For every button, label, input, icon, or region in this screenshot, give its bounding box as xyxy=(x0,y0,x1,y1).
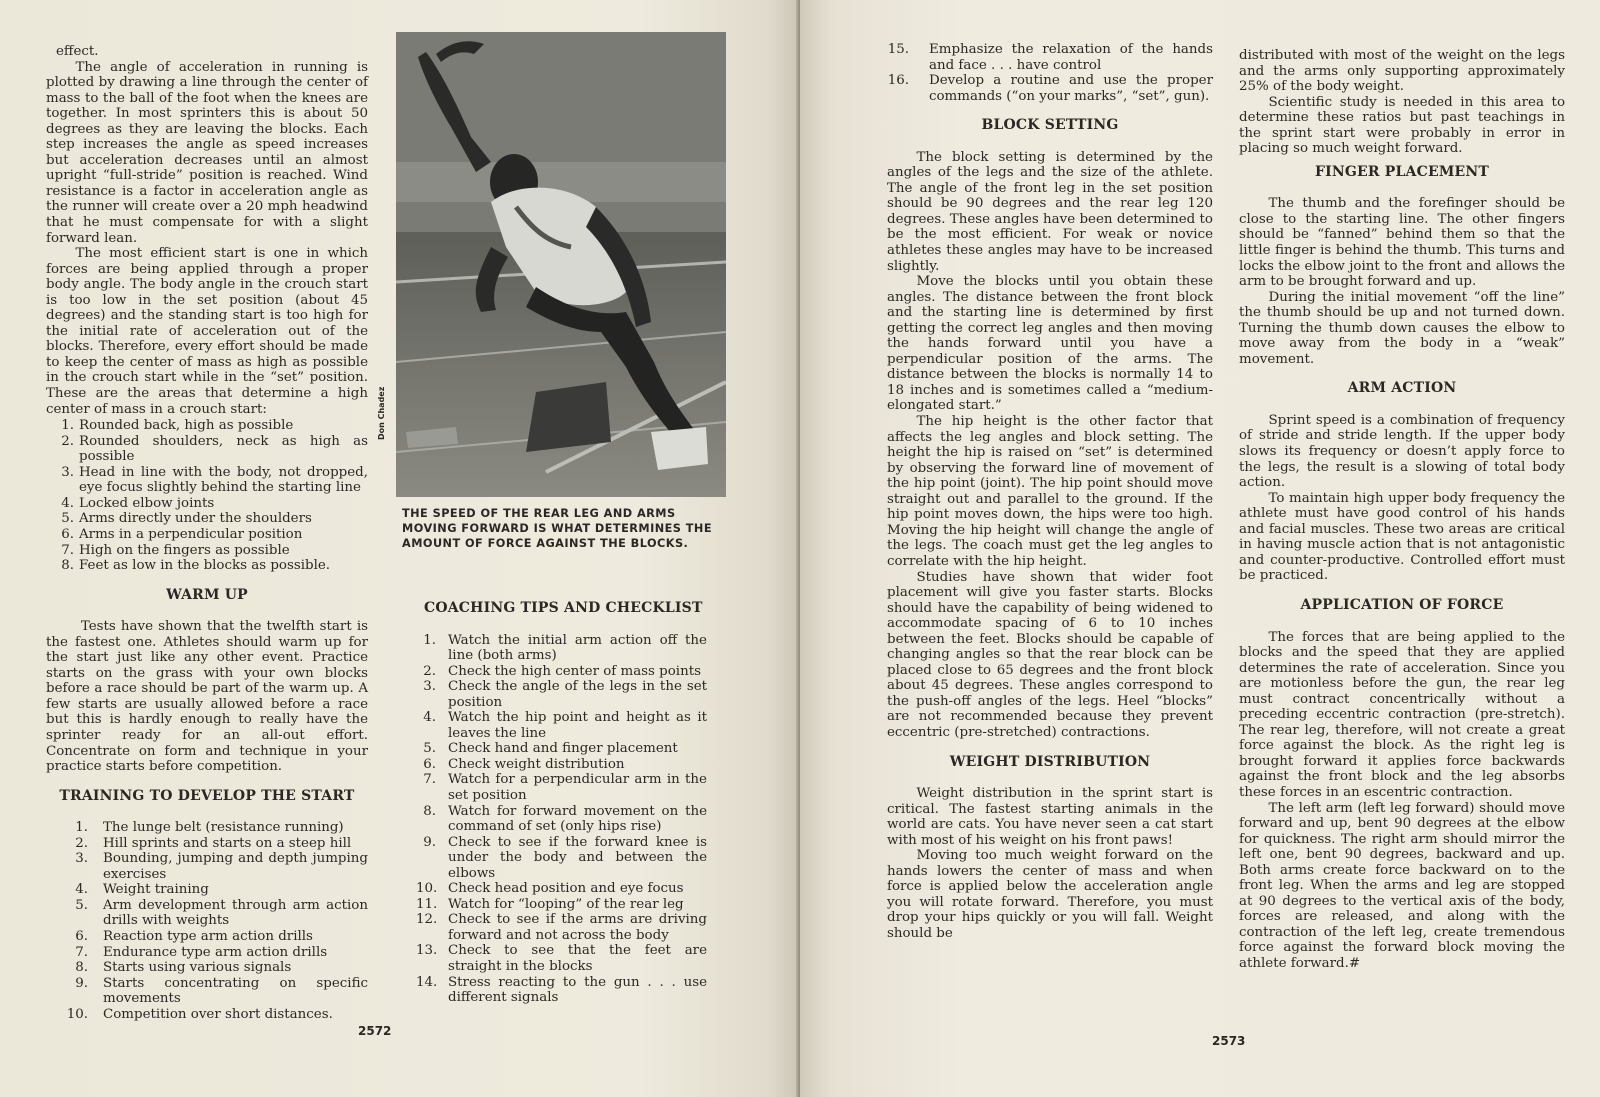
list-item: 7. High on the fingers as possible xyxy=(61,542,290,558)
list-item: 3. Check the angle of the legs in the set position xyxy=(423,679,707,710)
list-item: 12. Check to see if the arms are driving forward and not across the body xyxy=(416,912,707,943)
weight-continued-text: distributed with most of the weight on the legs and the arms only supporting approximately 25% of the body weight. xyxy=(1239,48,1565,95)
list-item: 6. Arms in a perpendicular position xyxy=(61,526,303,542)
list-item: 1. Rounded back, high as possible xyxy=(61,418,294,434)
right-column-1 xyxy=(887,42,1213,942)
list-item: 10. Competition over short distances. xyxy=(66,1006,333,1022)
thumb-paragraph: During the initial movement “off the line” the thumb should be up and not turned down. Turning the thumb down causes the elbow to move away from the body in a “weak” movement. xyxy=(1239,289,1565,367)
list-item: 5. Arms directly under the shoulders xyxy=(61,511,312,527)
list-item: 3. Bounding, jumping and depth jumping exercises xyxy=(75,851,368,882)
training-heading: TRAINING TO DEVELOP THE START xyxy=(59,787,355,804)
warm-up-heading: WARM UP xyxy=(166,586,248,603)
weight-paragraph: Weight distribution in the sprint start is critical. The fastest starting animals in the world are cats. You have never seen a cat start with most of his weight on his front paws! xyxy=(887,786,1213,848)
arm-action-paragraph: Sprint speed is a combination of frequency of stride and stride length. If the upper body slows its frequency or doesn’t apply force to the legs, the result is a slowing of total body action. xyxy=(1239,412,1565,491)
weight-distribution-heading: WEIGHT DISTRIBUTION xyxy=(949,753,1151,770)
left-column xyxy=(46,44,368,1022)
list-item: 8. Feet as low in the blocks as possible. xyxy=(61,558,331,574)
finger-paragraph: The thumb and the forefinger should be close to the starting line. The other fingers should be “fanned” behind them so that the little finger is behind the thumb. This turns and locks the elbow joint to the front and allows the arm to be brought forward and up. xyxy=(1239,196,1565,290)
foot-placement-paragraph: Studies have shown that wider foot placement will give you faster starts. Blocks should have the capability of being widened to accommodate spacing of 6 to 10 inches between the feet. Blocks should be capable of changing angles so that the rear block can be placed close to 65 degrees and the front block about 45 degrees. These angles correspond to the push-off angles of the legs. Heel “blocks” are not recommended because they prevent eccentric (pre-stretched) contractions. xyxy=(887,569,1213,740)
page-number-left: 2572 xyxy=(358,1024,392,1038)
photo-caption: THE SPEED OF THE REAR LEG AND ARMS MOVING FORWARD IS WHAT DETERMINES THE AMOUNT OF FORCE AGAINST THE BLOCKS. xyxy=(402,507,712,550)
block-distance-paragraph: Move the blocks until you obtain these angles. The distance between the front block and the starting line is determined by first getting the correct leg angles and then moving the hands forward until you have a perpendicular position of the arms. The distance between the blocks is normally 14 to 18 inches and is sometimes called a “medium-elongated start.” xyxy=(887,274,1213,414)
list-item: 6. Check weight distribution xyxy=(423,756,625,772)
right-column-2 xyxy=(1239,48,1565,972)
scientific-study-paragraph: Scientific study is needed in this area to determine these ratios but past teachings in the sprint start were probably in error in placing so much weight forward. xyxy=(1239,94,1565,157)
list-item: 2. Check the high center of mass points xyxy=(423,663,701,679)
list-item: 13. Check to see that the feet are straight in the blocks xyxy=(416,943,707,975)
sprinter-photo xyxy=(396,32,726,497)
continuation-text: effect. xyxy=(56,44,99,59)
block-setting-heading: BLOCK SETTING xyxy=(981,117,1119,134)
upper-body-paragraph: To maintain high upper body frequency the athlete must have good control of his hands and facial muscles. These two areas are critical in having muscle action that is not antagonistic and counter-productive. Controlled effort must be practiced. xyxy=(1239,490,1565,584)
list-item: 5. Check hand and finger placement xyxy=(423,741,678,757)
list-item: 6. Reaction type arm action drills xyxy=(75,928,313,944)
list-item: 7. Endurance type arm action drills xyxy=(75,944,328,960)
list-item: 9. Starts concentrating on specific movements xyxy=(75,975,368,1007)
list-item: 3. Head in line with the body, not dropped, eye focus slightly behind the starting line xyxy=(61,464,368,496)
list-item: 14. Stress reacting to the gun . . . use different signals xyxy=(416,974,707,1006)
left-arm-paragraph: The left arm (left leg forward) should move forward and up, bent 90 degrees at the elbow for quickness. The right arm should mirror the left one, bent 90 degrees, backward and up. Both arms create force backward on to the front leg. When the arms and leg are stopped at 90 degrees to the vertical axis of the body, forces are released, and along with the contraction of the left leg, create tremendous force against the forward block moving the athlete forward.# xyxy=(1239,800,1565,971)
warm-up-paragraph: Tests have shown that the twelfth start is the fastest one. Athletes should warm up for the start just like any other event. Practice starts on the grass with your own blocks before a race should be part of the warm up. A few starts are usually allowed before a race but this is hardly enough to really have the sprinter ready for an all-out effort. Concentrate on form and technique in your practice starts before competition. xyxy=(46,619,368,775)
list-item: 8. Watch for forward movement on the command of set (only hips rise) xyxy=(423,803,707,835)
force-paragraph: The forces that are being applied to the blocks and the speed that they are applied determines the rate of acceleration. Since you are motionless before the gun, the rear leg must contract concentrically without a preceding eccentric contraction (pre-stretch). The rear leg, therefore, will not create a great force against the block. As the right leg is brought forward it applies force backwards against the front block and the leg absorbs these forces in an escentric contraction. xyxy=(1239,629,1565,800)
photo-credit: Don Chadez xyxy=(377,386,386,440)
center-of-mass-list xyxy=(46,418,368,573)
list-item: 4. Weight training xyxy=(75,882,209,898)
coaching-list xyxy=(416,633,707,1006)
application-of-force-heading: APPLICATION OF FORCE xyxy=(1300,596,1504,613)
hip-height-paragraph: The hip height is the other factor that affects the leg angles and block setting. The height the hip is raised on “set” is determined by observing the forward line of movement of the hip point (joint). The hip point should move straight out and parallel to the ground. If the hip point moves down, the hips were too high. Moving the hip height will change the angle of the legs. The coach must get the leg angles to correlate with the hip height. xyxy=(887,414,1213,569)
list-item: 1. The lunge belt (resistance running) xyxy=(75,820,344,836)
right-page xyxy=(800,0,1600,1097)
training-list xyxy=(46,820,368,1022)
sprinter-illustration xyxy=(396,32,726,497)
block-setting-paragraph: The block setting is determined by the angles of the legs and the size of the athlete. The angle of the front leg in the set position should be 90 degrees and the rear leg 120 degrees. These angles have been determined to be the most efficient. For weak or novice athletes these angles may have to be increased slightly. xyxy=(887,149,1213,274)
list-item: 7. Watch for a perpendicular arm in the set position xyxy=(423,772,707,804)
list-item: 2. Rounded shoulders, neck as high as possible xyxy=(61,433,368,465)
list-item: 5. Arm development through arm action drills with weights xyxy=(75,897,368,929)
list-item: 16. Develop a routine and use the proper commands (“on your marks”, “set”, gun). xyxy=(887,73,1213,104)
angle-paragraph: The angle of acceleration in running is plotted by drawing a line through the center of mass to the ball of the foot when the knees are together. In most sprinters this is about 50 degrees as they are leaving the blocks. Each step increases the angle as speed increases but acceleration decreases until an almost upright “full-stride” position is reached. Wind resistance is a factor in acceleration angle as the runner will create over a 20 mph headwind that he must compensate for with a slight forward lean. xyxy=(46,59,368,246)
list-item: 10. Check head position and eye focus xyxy=(416,881,684,897)
list-item: 4. Locked elbow joints xyxy=(61,495,215,511)
list-item: 15. Emphasize the relaxation of the hands and face . . . have control xyxy=(887,42,1213,73)
coaching-list-continued xyxy=(887,42,1213,104)
arm-action-heading: ARM ACTION xyxy=(1347,380,1457,397)
page-number-right: 2573 xyxy=(1212,1034,1246,1048)
weight-forward-paragraph: Moving too much weight forward on the hands lowers the center of mass and when force is applied below the acceleration angle you will rotate forward. Therefore, you must drop your hips quickly or you will fall. Weight should be xyxy=(887,848,1213,941)
list-item: 11. Watch for “looping” of the rear leg xyxy=(416,896,684,912)
coaching-column xyxy=(416,601,707,1006)
list-item: 8. Starts using various signals xyxy=(75,960,292,976)
list-item: 1. Watch the initial arm action off the line (both arms) xyxy=(423,632,707,664)
list-item: 4. Watch the hip point and height as it leaves the line xyxy=(423,710,707,741)
list-item: 9. Check to see if the forward knee is under the body and between the elbows xyxy=(423,834,707,881)
efficient-start-paragraph: The most efficient start is one in which forces are being applied through a proper body angle. The body angle in the crouch start is too low in the set position (about 45 degrees) and the standing start is too high for the initial rate of acceleration out of the blocks. Therefore, every effort should be made to keep the center of mass as high as possible in the crouch start while in the “set” position. These are the areas that determine a high center of mass in a crouch start: xyxy=(46,246,368,417)
coaching-heading: COACHING TIPS AND CHECKLIST xyxy=(424,600,703,616)
finger-placement-heading: FINGER PLACEMENT xyxy=(1314,163,1490,180)
list-item: 2. Hill sprints and starts on a steep hill xyxy=(75,835,352,851)
